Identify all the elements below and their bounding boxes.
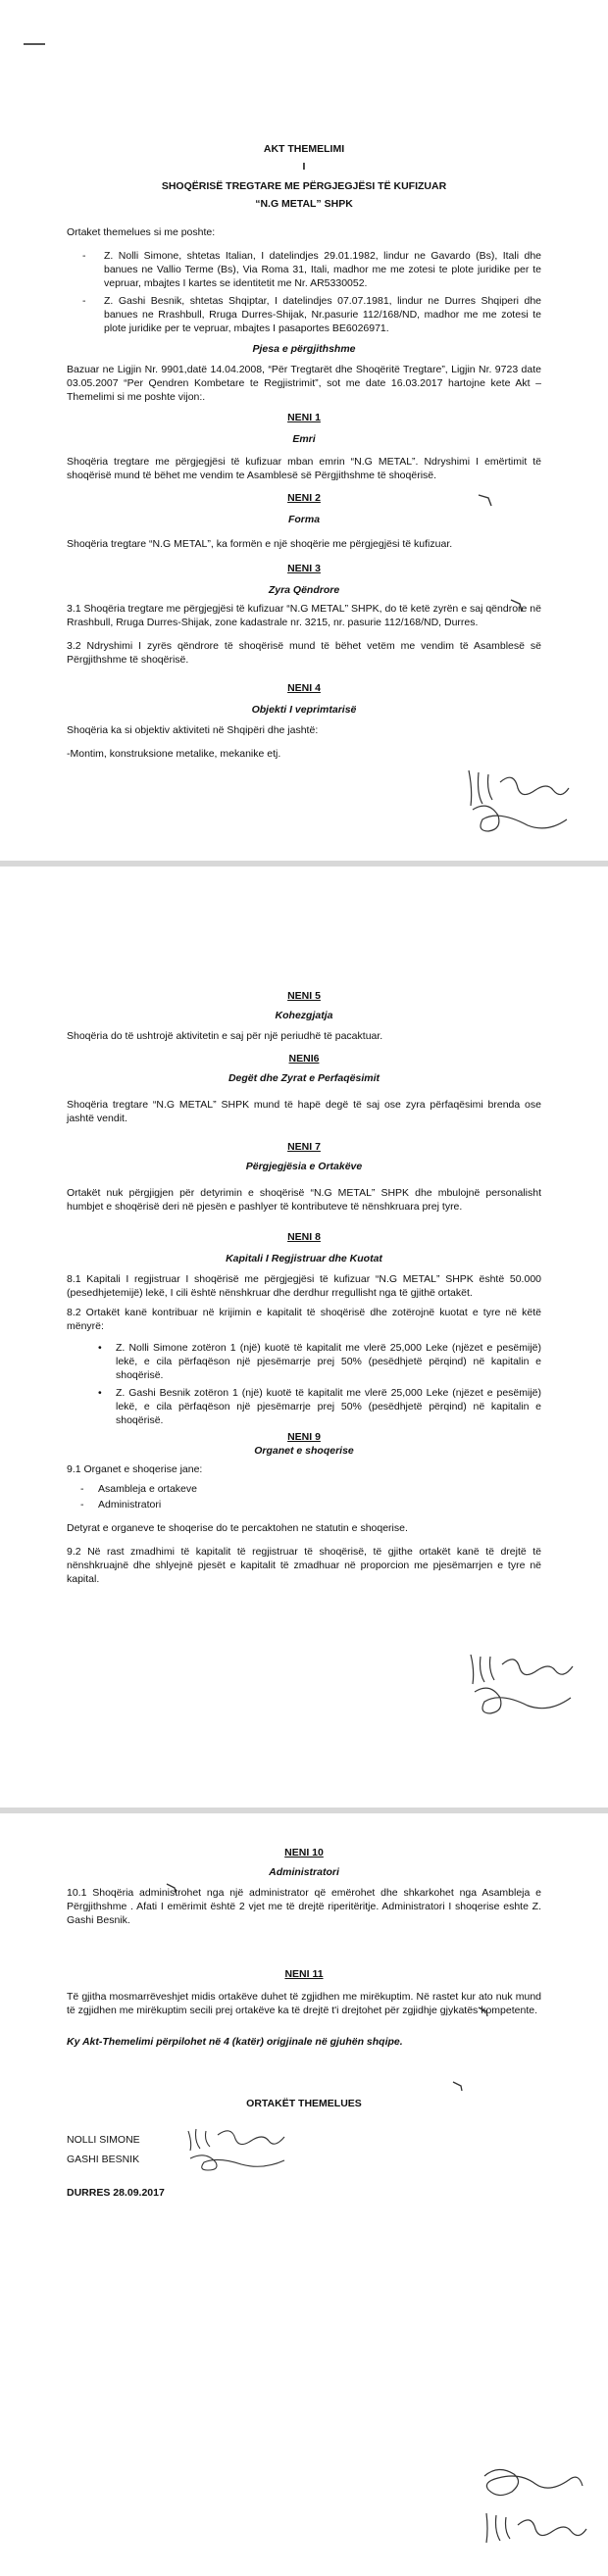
- article-3-title: Zyra Qëndrore: [268, 584, 340, 596]
- article-5-heading: NENI 5: [287, 990, 321, 1002]
- signatory-name-1: NOLLI SIMONE: [67, 2134, 140, 2146]
- article-7-heading: NENI 7: [287, 1141, 321, 1153]
- article-1-text: Shoqëria tregtare me përgjegjësi të kufizuar mban emrin “N.G METAL”. Ndryshimi I emërtimit të shoqërisë mund të bëhet me vendim te Asamblesë së Përgjithshme të shoqërisë.: [67, 456, 541, 481]
- handwritten-signature: [475, 2460, 592, 2558]
- article-3-para-2: 3.2 Ndryshimi I zyrës qëndrore të shoqërisë mund të bëhet vetëm me vendim të Asamblesë së Përgjithshme të shoqërisë.: [67, 640, 541, 666]
- page-3: [0, 1813, 608, 2576]
- article-10-text: 10.1 Shoqëria administrohet nga një administrator që emërohet dhe shkarkohet nga Asambleja e Përgjithshme . Afati I emërimit është 2 vjet me të drejtë riperitëritje. Administratori I shoqerise eshte Z. Gashi Besnik.: [67, 1887, 541, 1926]
- pen-tick-mark: [165, 1882, 178, 1894]
- signatory-name-2: GASHI BESNIK: [67, 2154, 140, 2165]
- article-5-text: Shoqëria do të ushtrojë aktivitetin e saj për një periudhë të pacaktuar.: [67, 1030, 383, 1042]
- document-title: AKT THEMELIMI: [263, 143, 345, 155]
- page-1: [0, 0, 608, 861]
- organ-item-2: Administratori: [98, 1499, 162, 1511]
- page-2: [0, 867, 608, 1808]
- bullet-dot: •: [98, 1387, 102, 1399]
- pen-tick-mark: [477, 492, 496, 508]
- article-4-heading: NENI 4: [287, 682, 321, 694]
- article-8-para-2: 8.2 Ortakët kanë kontribuar në krijimin e kapitalit të shoqërisë dhe zotërojnë kuotat e tyre në këtë mënyrë:: [67, 1307, 541, 1332]
- handwritten-signature: [459, 761, 586, 839]
- article-1-heading: NENI 1: [287, 412, 321, 423]
- article-10-heading: NENI 10: [284, 1847, 324, 1858]
- article-8-title: Kapitali I Regjistruar dhe Kuotat: [226, 1253, 382, 1264]
- organ-item-1: Asambleja e ortakeve: [98, 1483, 197, 1495]
- article-3-para-1: 3.1 Shoqëria tregtare me përgjegjësi të kufizuar “N.G METAL” SHPK, do të ketë zyrën e saj qëndrore në Rrashbull, Rruga Durres-Shijak, zone kadastrale nr. 3215, nr. pasurie 112/168/ND, Durres.: [67, 603, 541, 628]
- place-date: DURRES 28.09.2017: [67, 2187, 165, 2199]
- article-7-title: Përgjegjësia e Ortakëve: [245, 1161, 363, 1172]
- article-5-title: Kohezgjatja: [275, 1010, 333, 1021]
- intro-text: Ortaket themelues si me poshte:: [67, 226, 216, 238]
- company-name: “N.G METAL” SHPK: [255, 198, 353, 210]
- article-4-para-1: Shoqëria ka si objektiv aktiviteti në Shqipëri dhe jashtë:: [67, 724, 319, 736]
- founder-item-1: Z. Nolli Simone, shtetas Italian, I datelindjes 29.01.1982, lindur ne Gavardo (Bs), Itali dhe banues ne Vallio Terme (Bs), Via Roma 31, Itali, madhor me me zotesi te plote juridike per te vepruar, mbajtes I kartes se identitetit me Nr. AR5330052.: [104, 250, 541, 289]
- quota-item-1: Z. Nolli Simone zotëron 1 (një) kuotë të kapitalit me vlerë 25,000 Leke (njëzet e pesëmijë) lekë, e cila përfaqëson një pjesëmarrje prej 50% (pesëdhjetë përqind) në kapitalin e shoqërisë.: [116, 1342, 541, 1381]
- article-3-heading: NENI 3: [287, 563, 321, 574]
- article-6-heading: NENI6: [288, 1053, 320, 1065]
- pen-tick-mark: [451, 2080, 465, 2092]
- founders-heading: ORTAKËT THEMELUES: [246, 2098, 362, 2109]
- article-9-para-1: 9.1 Organet e shoqerise jane:: [67, 1463, 203, 1475]
- company-line: SHOQËRISË TREGTARE ME PËRGJEGJËSI TË KUFIZUAR: [161, 180, 447, 192]
- scan-mark-top: [24, 43, 45, 45]
- article-10-title: Administratori: [269, 1866, 339, 1878]
- bullet-dot: •: [98, 1342, 102, 1354]
- article-2-text: Shoqëria tregtare “N.G METAL”, ka formën e një shoqërie me përgjegjësi të kufizuar.: [67, 538, 453, 550]
- article-6-text: Shoqëria tregtare “N.G METAL” SHPK mund të hapë degë të saj ose zyra përfaqësimi brenda ose jashtë vendit.: [67, 1099, 541, 1124]
- article-8-heading: NENI 8: [287, 1231, 321, 1243]
- quota-item-2: Z. Gashi Besnik zotëron 1 (një) kuotë të kapitalit me vlerë 25,000 Leke (njëzet e pesëmijë) lekë, e cila përfaqëson një pjesëmarrje prej 50% (pesëdhjetë përqind) në kapitalin e shoqërisë.: [116, 1387, 541, 1426]
- general-text: Bazuar ne Ligjin Nr. 9901,datë 14.04.2008, “Për Tregtarët dhe Shoqëritë Tregtare”, Ligjin Nr. 9723 date 03.05.2007 “Per Qendren Kombetare te Regjistrimit”, sot me date 16.03.2017 hartojne kete Akt – Themelimi si me poshte vijon:.: [67, 364, 541, 403]
- pen-tick-mark: [477, 2006, 490, 2017]
- article-11-closing: Ky Akt-Themelimi përpilohet në 4 (katër) origjinale në gjuhën shqipe.: [67, 2036, 403, 2048]
- article-9-heading: NENI 9: [287, 1431, 321, 1443]
- article-2-title: Forma: [287, 514, 321, 525]
- general-heading: Pjesa e përgjithshme: [252, 343, 356, 355]
- founder-item-2: Z. Gashi Besnik, shtetas Shqiptar, I datelindjes 07.07.1981, lindur ne Durres Shqiperi dhe banues ne Rrashbull, Rruga Durres-Shijak, Nr.pasurie 112/168/ND, madhor me me zotesi te plote juridike per te vepruar, mbajtes I pasaportes BE6026971.: [104, 295, 541, 334]
- handwritten-signature: [182, 2123, 290, 2172]
- article-11-heading: NENI 11: [284, 1968, 324, 1980]
- bullet-dash: -: [82, 295, 86, 307]
- article-9-para-2: Detyrat e organeve te shoqerise do te percaktohen ne statutin e shoqerise.: [67, 1522, 408, 1534]
- article-9-title: Organet e shoqerise: [254, 1445, 354, 1457]
- article-11-text: Të gjitha mosmarrëveshjet midis ortakëve duhet të zgjidhen me mirëkuptim. Në rastet kur ato nuk mund të zgjidhen me mirëkuptim secili prej ortakëve ka të drejtë t'i drejtohet për zgjidhje gjykatës kompetente.: [67, 1991, 541, 2016]
- article-6-title: Degët dhe Zyrat e Perfaqësimit: [228, 1072, 380, 1084]
- article-1-title: Emri: [292, 433, 316, 445]
- article-8-para-1: 8.1 Kapitali I regjistruar I shoqërisë me përgjegjësi të kufizuar “N.G METAL” SHPK është 50.000 (pesedhjetemijë) lekë, I cili është nënshkruar dhe derdhur rregullisht nga të gjithë ortakët.: [67, 1273, 541, 1299]
- handwritten-signature: [463, 1641, 590, 1719]
- article-4-title: Objekti I veprimtarisë: [251, 704, 357, 716]
- article-7-text: Ortakët nuk përgjigjen për detyrimin e shoqërisë “N.G METAL” SHPK dhe mbulojnë personalisht humbjet e shoqërisë deri në pjesën e pashlyer të kontributeve të nënshkruara prej tyre.: [67, 1187, 541, 1213]
- article-2-heading: NENI 2: [287, 492, 321, 504]
- bullet-dash: -: [80, 1483, 84, 1495]
- bullet-dash: -: [80, 1499, 84, 1511]
- bullet-dash: -: [82, 250, 86, 262]
- article-4-para-2: -Montim, konstruksione metalike, mekanike etj.: [67, 748, 281, 760]
- pen-tick-mark: [508, 596, 528, 614]
- article-9-para-3: 9.2 Në rast zmadhimi të kapitalit të regjistruar të shoqërisë, të gjithe ortakët kanë të drejtë të nënshkruajnë dhe shlyejnë pjesët e kapitalit të zmadhuar në proporcion me pjesëmarrjen e tyre në kapital.: [67, 1546, 541, 1585]
- document-title-sub: I: [302, 161, 306, 173]
